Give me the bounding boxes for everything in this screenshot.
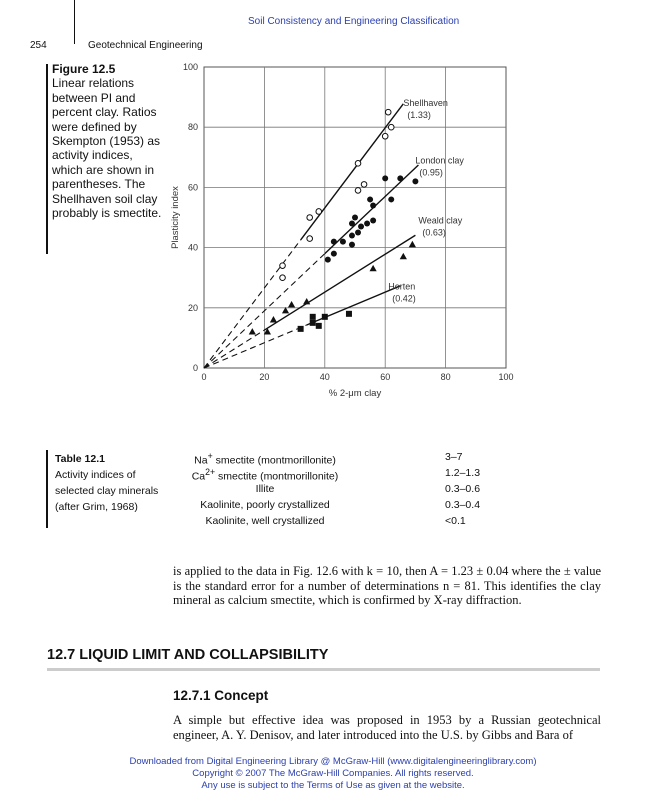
activity-label: (0.95) [419, 167, 443, 178]
data-point [370, 202, 376, 208]
data-point [249, 328, 256, 334]
series-label: Horten [388, 281, 416, 292]
subsection-heading: 12.7.1 Concept [173, 688, 269, 703]
data-point [288, 301, 295, 307]
series-label: Shellhaven [403, 98, 448, 109]
table-caption [55, 451, 165, 515]
trend-line [325, 165, 419, 254]
body-paragraph-2: A simple but effective idea was proposed in 1953 by a Russian geotechnical engineer, A. Y. Denisov, and later introduced into the U.S. by Gibbs and Bara of [173, 713, 601, 742]
data-point [355, 161, 361, 167]
y-tick-label: 40 [187, 242, 198, 253]
data-point [400, 253, 407, 259]
data-point [382, 133, 388, 139]
data-point [388, 124, 394, 130]
activity-cell: <0.1 [445, 515, 466, 527]
mineral-cell: Illite [255, 483, 275, 495]
data-point [367, 196, 373, 202]
activity-cell: 0.3–0.6 [445, 483, 481, 495]
x-tick-label: 20 [259, 372, 270, 382]
series-label: London clay [415, 155, 464, 166]
trend-line-extrapolated [204, 325, 307, 368]
data-point [355, 230, 361, 236]
body-paragraph-1: is applied to the data in Fig. 12.6 with k = 10, then A = 1.23 ± 0.04 where the ± value is the standard error for a number of determinations n = 81. This identifies the clay mineral as calcium smectite, which is confirmed by X-ray diffraction. [173, 564, 601, 608]
footer-copyright-line: Copyright © 2007 The McGraw-Hill Companies. All rights reserved. [192, 768, 474, 779]
y-tick-label: 80 [187, 122, 198, 133]
y-tick-label: 20 [187, 302, 198, 313]
data-point [355, 188, 361, 194]
data-point [361, 182, 367, 188]
series-label: Weald clay [418, 215, 463, 226]
data-point [307, 236, 313, 242]
x-tick-label: 100 [498, 372, 514, 382]
data-point [280, 275, 286, 281]
data-point [310, 314, 316, 320]
data-point [298, 326, 304, 332]
activity-label: (0.63) [422, 227, 446, 238]
activity-label: (0.42) [392, 293, 416, 304]
section-rule [47, 668, 600, 671]
data-point [358, 224, 364, 230]
activity-label: (1.33) [407, 110, 431, 121]
table-caption-text: Activity indices of selected clay minerals (after Grim, 1968) [55, 469, 159, 513]
data-point [349, 233, 355, 239]
y-tick-label: 0 [192, 363, 198, 373]
data-point [307, 215, 313, 221]
book-title: Geotechnical Engineering [88, 40, 203, 51]
activity-cell: 1.2–1.3 [445, 467, 481, 479]
data-point [340, 239, 346, 245]
mineral-cell: Na+ smectite (montmorillonite) [194, 451, 336, 467]
data-point [349, 221, 355, 227]
data-point [280, 263, 286, 269]
trend-line [307, 286, 401, 325]
data-point [310, 320, 316, 326]
x-tick-label: 60 [380, 372, 391, 382]
data-point [370, 265, 377, 271]
y-tick-label: 60 [187, 182, 198, 193]
data-point [385, 109, 391, 115]
data-point [331, 239, 337, 245]
y-tick-label: 100 [182, 62, 198, 72]
x-tick-label: 40 [319, 372, 330, 382]
mineral-cell: Kaolinite, well crystallized [205, 515, 325, 527]
figure-caption-text: Linear relations between PI and percent clay. Ratios were defined by Skempton (1953) as activity indices, which are shown in parentheses. The Shellhaven soil clay probably is smectite. [52, 76, 162, 221]
table-label: Table 12.1 [55, 453, 105, 465]
data-point [412, 178, 418, 184]
data-point [382, 175, 388, 181]
trend-line-extrapolated [204, 330, 264, 368]
data-point [364, 221, 370, 227]
running-head: Soil Consistency and Engineering Classification [248, 16, 460, 27]
footer-download-line[interactable]: Downloaded from Digital Engineering Library @ McGraw-Hill (www.digitalengineeringlibrary.com) [129, 756, 537, 767]
page-number: 254 [30, 40, 47, 51]
mineral-cell: $Ca^{2+}$ smectite (montmorillonite) [191, 467, 339, 483]
activity-cell: 3–7 [445, 451, 463, 463]
data-point [322, 314, 328, 320]
data-point [397, 175, 403, 181]
data-point [316, 209, 322, 215]
data-point [316, 323, 322, 329]
section-heading: 12.7 LIQUID LIMIT AND COLLAPSIBILITY [47, 647, 329, 663]
data-point [331, 251, 337, 257]
footer-terms-line[interactable]: Any use is subject to the Terms of Use as given at the website. [201, 780, 465, 791]
y-axis-label: Plasticity index [170, 186, 181, 249]
figure-label: Figure 12.5 [52, 62, 116, 76]
x-axis-label: % 2-μm clay [328, 388, 382, 399]
trend-line [301, 104, 404, 240]
data-point [346, 311, 352, 317]
x-tick-label: 80 [440, 372, 451, 382]
mineral-cell: Kaolinite, poorly crystallized [200, 499, 330, 511]
data-point [352, 215, 358, 221]
data-point [370, 218, 376, 224]
data-point [409, 241, 416, 247]
data-point [325, 257, 331, 263]
table-caption-bar [46, 450, 48, 528]
data-point [388, 196, 394, 202]
activity-cell: 0.3–0.4 [445, 499, 481, 511]
data-point [270, 316, 277, 322]
x-tick-label: 0 [201, 372, 207, 382]
trend-line-extrapolated [204, 240, 301, 368]
data-point [349, 242, 355, 248]
